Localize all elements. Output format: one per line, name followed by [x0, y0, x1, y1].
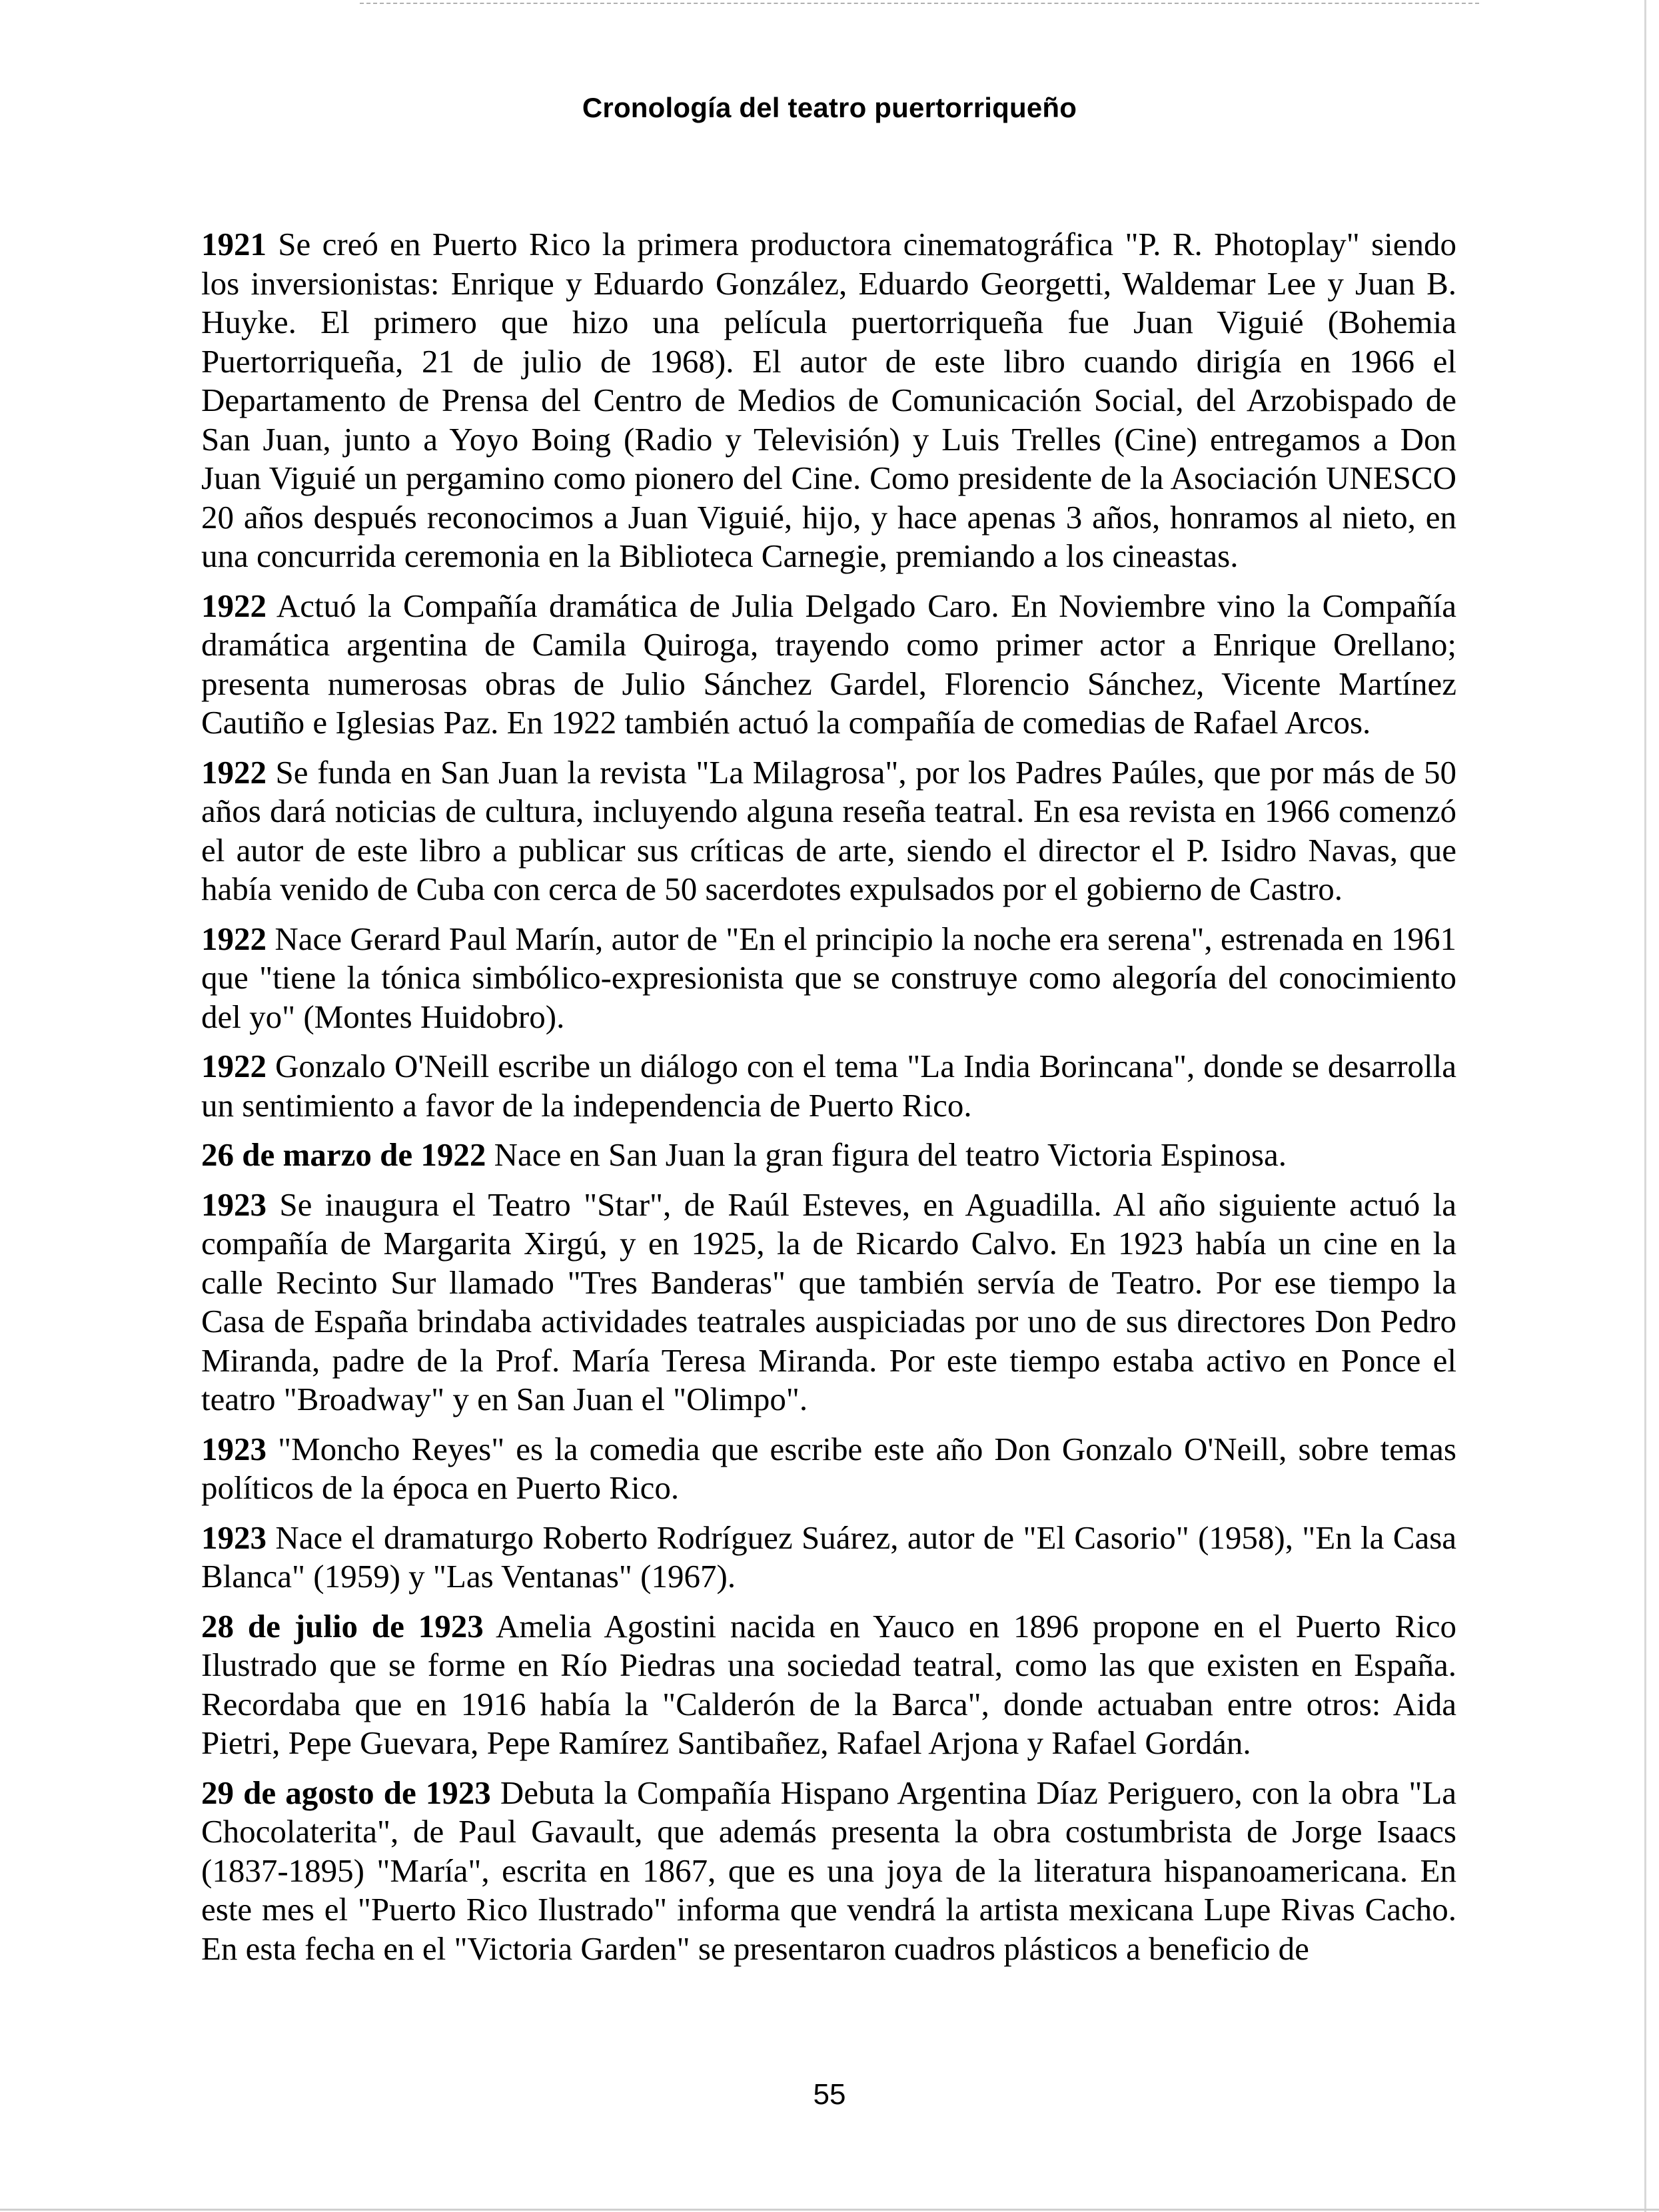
scan-right-edge — [1644, 0, 1646, 2212]
entry-1923-b — [201, 1430, 1456, 1508]
entry-1923-c — [201, 1519, 1456, 1597]
entry-text: Se inaugura el Teatro "Star", de Raúl Esteves, en Aguadilla. Al año siguiente actuó la compañía de Margarita Xirgú, y en 1925, la de Ricardo Calvo. En 1923 había un cine en la calle Recinto Sur llamado "Tres Banderas" que también servía de Teatro. Por ese tiempo la Casa de España brindaba actividades teatrales auspiciadas por uno de sus directores Don Pedro Miranda, padre de la Prof. María Teresa Miranda. Por este tiempo estaba activo en Ponce el teatro "Broadway" y en San Juan el "Olimpo". — [201, 1186, 1456, 1417]
entry-date: 26 de marzo de 1922 — [201, 1136, 486, 1173]
entry-text: Nace en San Juan la gran figura del teatro Victoria Espinosa. — [494, 1136, 1287, 1173]
entry-date: 1922 — [201, 587, 267, 624]
entry-1922-b — [201, 753, 1456, 909]
entry-date: 1922 — [201, 1048, 267, 1084]
entry-date: 1923 — [201, 1186, 267, 1223]
entry-date: 1922 — [201, 920, 267, 957]
entry-date: 1923 — [201, 1519, 267, 1556]
chronology-body — [201, 225, 1456, 1979]
entry-1923-agosto — [201, 1774, 1456, 1969]
entry-1922-d — [201, 1047, 1456, 1125]
page-number: 55 — [813, 2078, 846, 2111]
entry-1922-a — [201, 587, 1456, 743]
entry-date: 1921 — [201, 226, 267, 262]
scan-bottom-edge — [0, 2209, 1659, 2211]
entry-1923-julio — [201, 1607, 1456, 1763]
entry-date: 1922 — [201, 753, 267, 791]
entry-1923-a — [201, 1186, 1456, 1419]
entry-1921 — [201, 225, 1456, 576]
entry-text: Debuta la Compañía Hispano Argentina Díaz Periguero, con la obra "La Chocolaterita", de Paul Gavault, que además presenta la obra costumbrista de Jorge Isaacs (1837-1895) "María", escrita en 1867, que es una joya de la literatura hispanoamericana. En este mes el "Puerto Rico Ilustrado" informa que vendrá la artista mexicana Lupe Rivas Cacho. En esta fecha en el "Victoria Garden" se presentaron cuadros plásticos a beneficio de — [201, 1774, 1456, 1967]
entry-text: Amelia Agostini nacida en Yauco en 1896 propone en el Puerto Rico Ilustrado que se forme en Río Piedras una sociedad teatral, como las que existen en España. Recordaba que en 1916 había la "Calderón de la Barca", donde actuaban entre otros: Aida Pietri, Pepe Guevara, Pepe Ramírez Santibañez, Rafael Arjona y Rafael Gordán. — [201, 1607, 1457, 1761]
entry-date: 29 de agosto de 1923 — [201, 1774, 491, 1811]
entry-1922-marzo — [201, 1136, 1456, 1175]
entry-text: "Moncho Reyes" es la comedia que escribe este año Don Gonzalo O'Neill, sobre temas políticos de la época en Puerto Rico. — [201, 1430, 1456, 1506]
entry-text: Nace Gerard Paul Marín, autor de "En el principio la noche era serena", estrenada en 1961 que "tiene la tónica simbólico-expresionista que se construye como alegoría del conocimiento del yo" (Montes Huidobro). — [201, 920, 1457, 1035]
entry-text: Se funda en San Juan la revista "La Milagrosa", por los Padres Paúles, que por más de 50 años dará noticias de cultura, incluyendo alguna reseña teatral. En esa revista en 1966 comenzó el autor de este libro a publicar sus críticas de arte, siendo el director el P. Isidro Navas, que había venido de Cuba con cerca de 50 sacerdotes expulsados por el gobierno de Castro. — [201, 753, 1457, 907]
entry-text: Nace el dramaturgo Roberto Rodríguez Suárez, autor de "El Casorio" (1958), "En la Casa Blanca" (1959) y "Las Ventanas" (1967). — [201, 1519, 1457, 1595]
entry-date: 1923 — [201, 1430, 267, 1467]
entry-text: Actuó la Compañía dramática de Julia Delgado Caro. En Noviembre vino la Compañía dramática argentina de Camila Quiroga, trayendo como primer actor a Enrique Orellano; presenta numerosas obras de Julio Sánchez Gardel, Florencio Sánchez, Vicente Martínez Cautiño e Iglesias Paz. En 1922 también actuó la compañía de comedias de Rafael Arcos. — [201, 587, 1457, 741]
entry-text: Gonzalo O'Neill escribe un diálogo con el tema "La India Borincana", donde se desarrolla un sentimiento a favor de la independencia de Puerto Rico. — [201, 1048, 1457, 1124]
running-header: Cronología del teatro puertorriqueño — [582, 92, 1077, 123]
entry-1922-c — [201, 920, 1456, 1037]
entry-date: 28 de julio de 1923 — [201, 1607, 484, 1645]
scan-top-rule — [360, 3, 1479, 4]
entry-text: Se creó en Puerto Rico la primera productora cinematográfica "P. R. Photoplay" siendo los inversionistas: Enrique y Eduardo González, Eduardo Georgetti, Waldemar Lee y Juan B. Huyke. El primero que hizo una película puertorriqueña fue Juan Viguié (Bohemia Puertorriqueña, 21 de julio de 1968). El autor de este libro cuando dirigía en 1966 el Departamento de Prensa del Centro de Medios de Comunicación Social, del Arzobispado de San Juan, junto a Yoyo Boing (Radio y Televisión) y Luis Trelles (Cine) entregamos a Don Juan Viguié un pergamino como pionero del Cine. Como presidente de la Asociación UNESCO 20 años después reconocimos a Juan Viguié, hijo, y hace apenas 3 años, honramos al nieto, en una concurrida ceremonia en la Biblioteca Carnegie, premiando a los cineastas. — [201, 226, 1456, 574]
